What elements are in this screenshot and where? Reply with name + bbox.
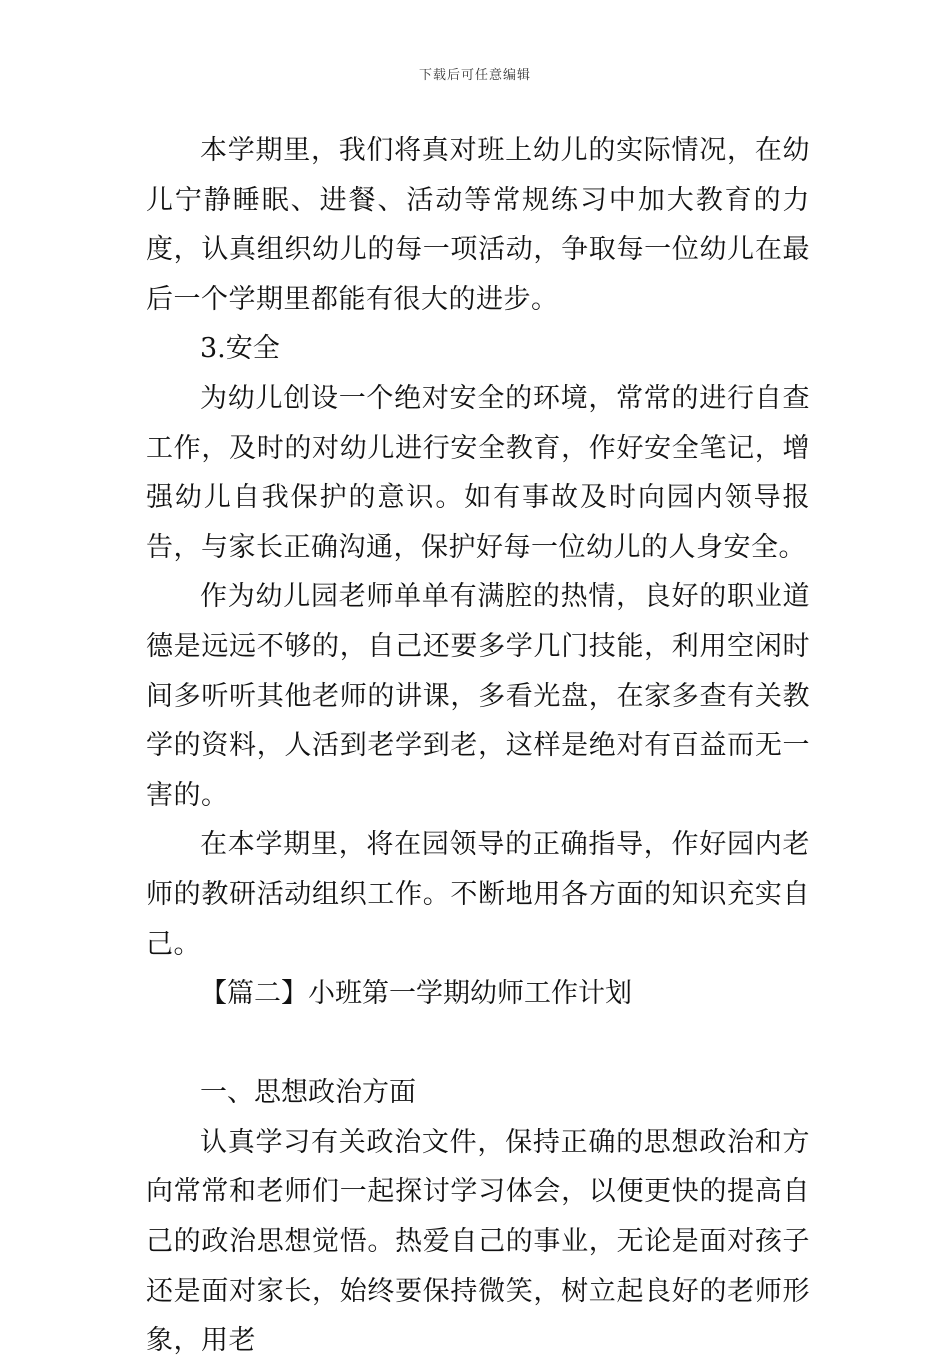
paragraph-research: 在本学期里，将在园领导的正确指导，作好园内老师的教研活动组织工作。不断地用各方面的知识充实自己。 <box>146 829 810 960</box>
paragraph-routine: 本学期里，我们将真对班上幼儿的实际情况，在幼儿宁静睡眠、进餐、活动等常规练习中加大教育的力度，认真组织幼儿的每一项活动，争取每一位幼儿在最后一个学期里都能有很大的进步。 <box>146 135 810 315</box>
page-header: 下载后可任意编辑 <box>418 68 531 83</box>
heading-politics: 一、思想政治方面 <box>200 1077 416 1109</box>
blank-line <box>146 1019 810 1069</box>
paragraph-safety: 为幼儿创设一个绝对安全的环境，常常的进行自查工作，及时的对幼儿进行安全教育，作好安全笔记，增强幼儿自我保护的意识。如有事故及时向园内领导报告，与家长正确沟通，保护好每一位幼儿的人身安全。 <box>146 382 810 563</box>
heading-part-two: 【篇二】小班第一学期幼师工作计划 <box>200 978 632 1010</box>
heading-safety: 3.安全 <box>200 333 280 365</box>
paragraph-politics: 认真学习有关政治文件，保持正确的思想政治和方向常常和老师们一起探讨学习体会，以便更快的提高自己的政治思想觉悟。热爱自己的事业，无论是面对孩子还是面对家长，始终要保持微笑，树立起良好的老师形象，用老 <box>146 1126 810 1357</box>
paragraph-skills: 作为幼儿园老师单单有满腔的热情，良好的职业道德是远远不够的，自己还要多学几门技能，利用空闲时间多听听其他老师的讲课，多看光盘，在家多查有关教学的资料，人活到老学到老，这样是绝对有百益而无一害的。 <box>146 581 810 811</box>
document-body <box>146 126 810 1366</box>
